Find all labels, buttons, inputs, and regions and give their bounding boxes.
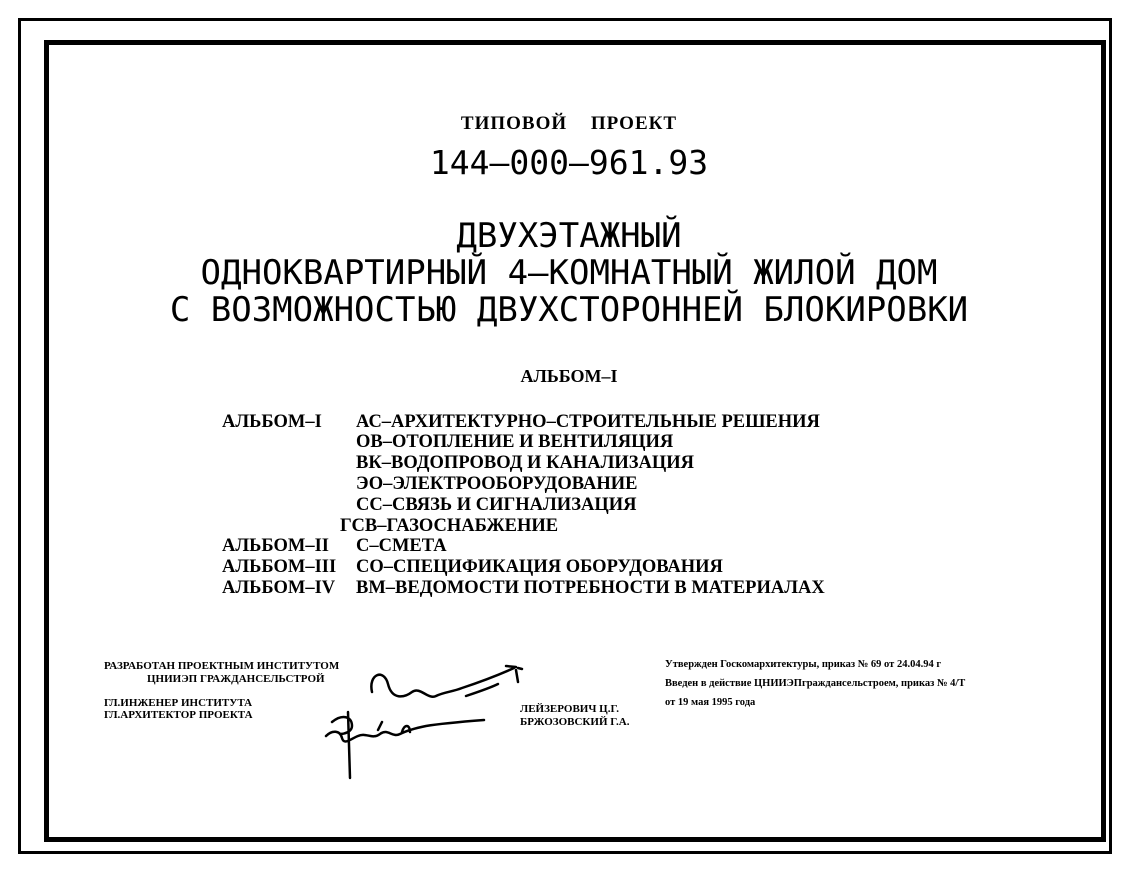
chief-architect-title: ГЛ.АРХИТЕКТОР ПРОЕКТА (104, 709, 253, 721)
album-4-name: АЛЬБОМ–IV (222, 578, 336, 598)
album-1-item: СС–СВЯЗЬ И СИГНАЛИЗАЦИЯ (356, 495, 637, 515)
chief-architect-name: БРЖОЗОВСКИЙ Г.А. (520, 716, 630, 728)
album-1-item: ЭО–ЭЛЕКТРООБОРУДОВАНИЕ (356, 474, 638, 494)
album-4-desc: ВМ–ВЕДОМОСТИ ПОТРЕБНОСТИ В МАТЕРИАЛАХ (356, 578, 825, 598)
approval-line-2: Введен в действие ЦНИИЭПграждансельстроем, приказ № 4/Т (665, 678, 966, 689)
album-3-desc: СО–СПЕЦИФИКАЦИЯ ОБОРУДОВАНИЯ (356, 557, 723, 577)
project-number: 144–000–961.93 (429, 143, 709, 182)
album-1-item: АС–АРХИТЕКТУРНО–СТРОИТЕЛЬНЫЕ РЕШЕНИЯ (356, 412, 820, 432)
album-1-name: АЛЬБОМ–I (222, 412, 322, 432)
approval-line-3: от 19 мая 1995 года (665, 697, 756, 708)
chief-engineer-title: ГЛ.ИНЖЕНЕР ИНСТИТУТА (104, 697, 253, 709)
title-line-3: С ВОЗМОЖНОСТЬЮ ДВУХСТОРОННЕЙ БЛОКИРОВКИ (169, 290, 969, 330)
signature-chief-architect (318, 708, 488, 784)
title-line-2: ОДНОКВАРТИРНЫЙ 4–КОМНАТНЫЙ ЖИЛОЙ ДОМ (200, 253, 938, 293)
album-1-item: ВК–ВОДОПРОВОД И КАНАЛИЗАЦИЯ (356, 453, 695, 473)
album-2-desc: С–СМЕТА (356, 536, 447, 556)
developer-line-1: РАЗРАБОТАН ПРОЕКТНЫМ ИНСТИТУТОМ (104, 660, 340, 672)
album-3-name: АЛЬБОМ–III (222, 557, 337, 577)
album-heading: АЛЬБОМ–I (520, 366, 618, 386)
approval-line-1: Утвержден Госкомархитектуры, приказ № 69 от 24.04.94 г (665, 659, 942, 670)
developer-line-2: ЦНИИЭП ГРАЖДАНСЕЛЬСТРОЙ (147, 673, 325, 685)
album-1-item: ГСВ–ГАЗОСНАБЖЕНИЕ (340, 516, 559, 536)
album-2-name: АЛЬБОМ–II (222, 536, 329, 556)
album-1-item: ОВ–ОТОПЛЕНИЕ И ВЕНТИЛЯЦИЯ (356, 432, 674, 452)
project-label: ТИПОВОЙ ПРОЕКТ (460, 113, 678, 134)
title-line-1: ДВУХЭТАЖНЫЙ (456, 216, 682, 256)
chief-engineer-name: ЛЕЙЗЕРОВИЧ Ц.Г. (520, 703, 619, 715)
